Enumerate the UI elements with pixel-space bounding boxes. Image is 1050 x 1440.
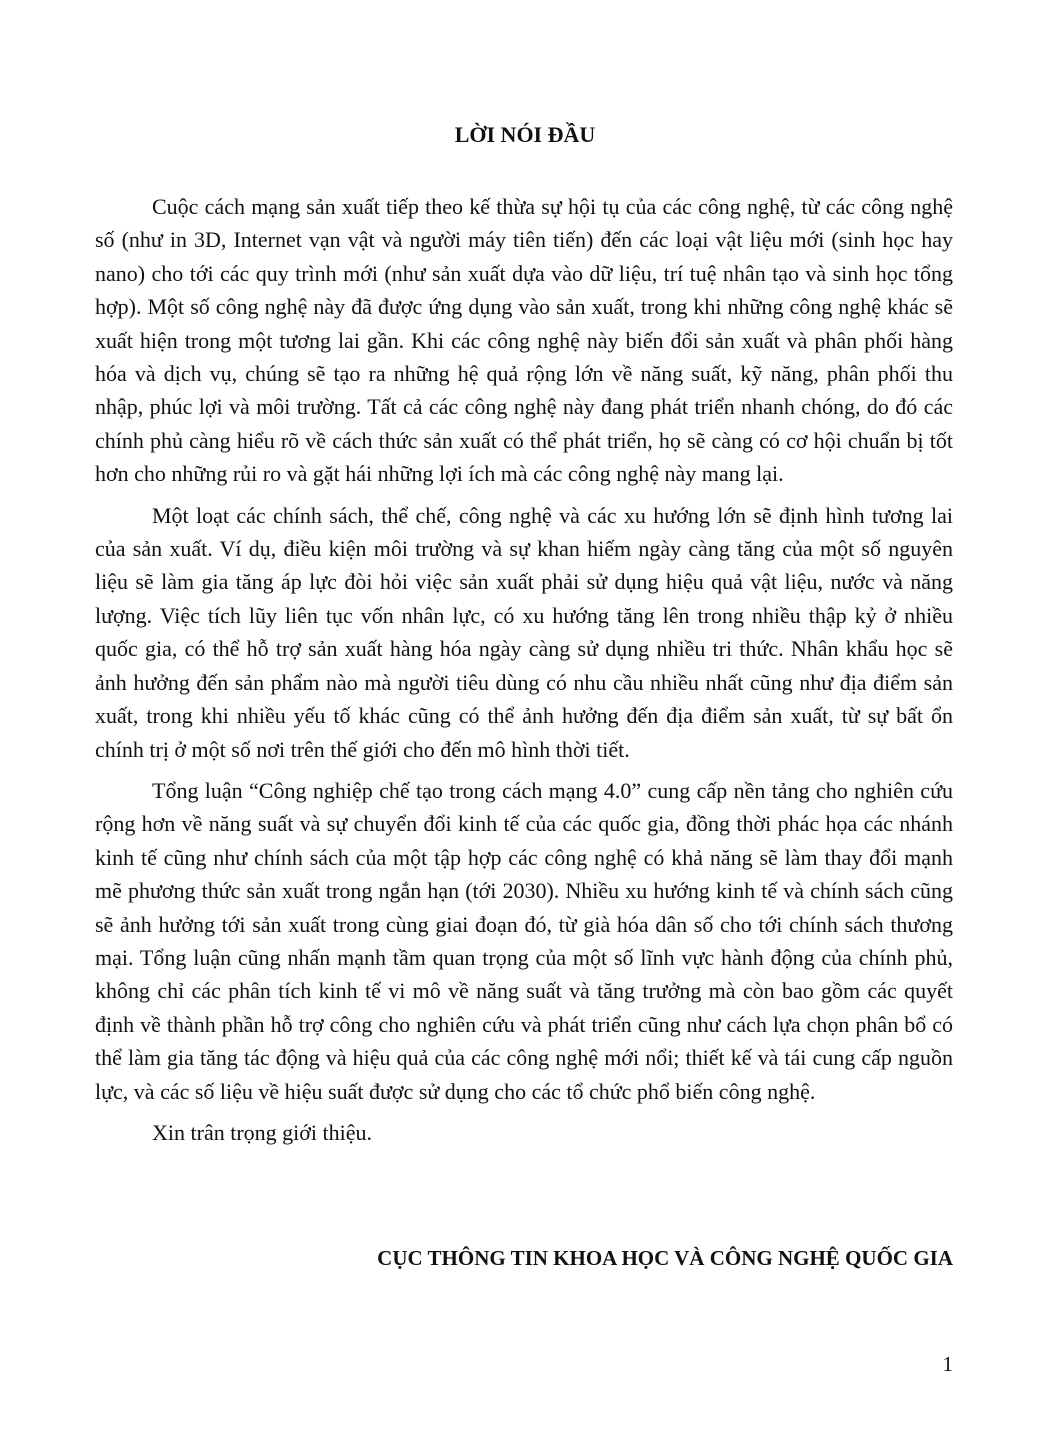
paragraph-1: Cuộc cách mạng sản xuất tiếp theo kế thừa sự hội tụ của các công nghệ, từ các công nghệ số (như in 3D, Internet vạn vật và người máy tiên tiến) đến các loại vật liệu mới (sinh học hay nano) cho tới các quy trình mới (như sản xuất dựa vào dữ liệu, trí tuệ nhân tạo và sinh học tổng hợp). Một số công nghệ này đã được ứng dụng vào sản xuất, trong khi những công nghệ khác sẽ xuất hiện trong một tương lai gần. Khi các công nghệ này biến đổi sản xuất và phân phối hàng hóa và dịch vụ, chúng sẽ tạo ra những hệ quả rộng lớn về năng suất, kỹ năng, phân phối thu nhập, phúc lợi và môi trường. Tất cả các công nghệ này đang phát triển nhanh chóng, do đó các chính phủ càng hiểu rõ về cách thức sản xuất có thể phát triển, họ sẽ càng có cơ hội chuẩn bị tốt hơn cho những rủi ro và gặt hái những lợi ích mà các công nghệ này mang lại. (95, 194, 953, 487)
body-text (95, 190, 953, 1149)
page-title: LỜI NÓI ĐẦU (454, 122, 596, 147)
paragraph-2: Một loạt các chính sách, thể chế, công nghệ và các xu hướng lớn sẽ định hình tương lai của sản xuất. Ví dụ, điều kiện môi trường và sự khan hiếm ngày càng tăng của một số nguyên liệu sẽ làm gia tăng áp lực đòi hỏi việc sản xuất phải sử dụng hiệu quả vật liệu, nước và năng lượng. Việc tích lũy liên tục vốn nhân lực, có xu hướng tăng lên trong nhiều thập kỷ ở nhiều quốc gia, có thể hỗ trợ sản xuất hàng hóa ngày càng sử dụng nhiều tri thức. Nhân khẩu học sẽ ảnh hưởng đến sản phẩm nào mà người tiêu dùng có nhu cầu nhiều nhất cũng như địa điểm sản xuất, trong khi nhiều yếu tố khác cũng có thể ảnh hưởng đến địa điểm sản xuất, từ sự bất ổn chính trị ở một số nơi trên thế giới cho đến mô hình thời tiết. (95, 502, 953, 762)
closing-line: Xin trân trọng giới thiệu. (152, 1119, 372, 1145)
signature-organization: CỤC THÔNG TIN KHOA HỌC VÀ CÔNG NGHỆ QUỐC GIA (377, 1246, 953, 1270)
paragraph-3: Tổng luận “Công nghiệp chế tạo trong cách mạng 4.0” cung cấp nền tảng cho nghiên cứu rộng hơn về năng suất và sự chuyển đổi kinh tế của các quốc gia, đồng thời phác họa các nhánh kinh tế cũng như chính sách của một tập hợp các công nghệ có khả năng sẽ làm thay đổi mạnh mẽ phương thức sản xuất trong ngắn hạn (tới 2030). Nhiều xu hướng kinh tế và chính sách cũng sẽ ảnh hưởng tới sản xuất trong cùng giai đoạn đó, từ già hóa dân số cho tới chính sách thương mại. Tổng luận cũng nhấn mạnh tầm quan trọng của một số lĩnh vực hành động của chính phủ, không chỉ các phân tích kinh tế vi mô về năng suất và tăng trưởng mà còn bao gồm các quyết định về thành phần hỗ trợ công cho nghiên cứu và phát triển cũng như cách lựa chọn phân bổ có thể làm gia tăng tác động và hiệu quả của các công nghệ mới nổi; thiết kế và tái cung cấp nguồn lực, và các số liệu về hiệu suất được sử dụng cho các tổ chức phổ biến công nghệ. (95, 777, 953, 1104)
page-number: 1 (942, 1352, 953, 1376)
